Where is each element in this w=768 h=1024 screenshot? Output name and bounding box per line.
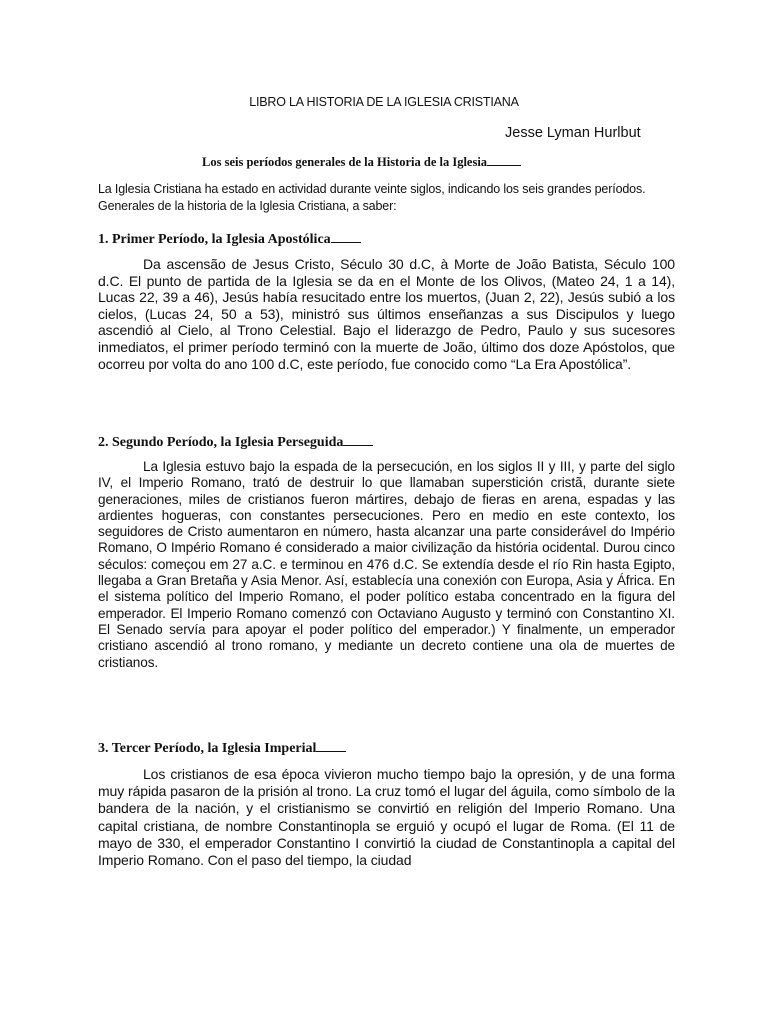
section-1-heading [98,229,361,248]
section-2-heading [98,432,373,451]
section-3-heading [98,738,346,757]
section-1-paragraph: Da ascensão de Jesus Cristo, Século 30 d.C, à Morte de João Batista, Século 100 d.C. El punto de partida de la Iglesia se da en el Monte de los Olivos, (Mateo 24, 1 a 14), Lucas 22, 39 a 46), Jesús había resucitado entre los muertos, (Juan 2, 22), Jesús subió a los cielos, (Lucas 24, 50 a 53), ministró sus últimos enseñanzas a sus Discipulos y luego ascendió al Cielo, al Trono Celestial. Bajo el liderazgo de Pedro, Paulo y sus sucesores inmediatos, el primer período terminó con la muerte de João, último dos doze Apóstolos, que ocorreu por volta do ano 100 d.C, este período, fue conocido como “La Era Apostólica”. [98,256,675,372]
subtitle-text: Los seis períodos generales de la Historia de la Iglesia [202,155,488,169]
section-3-heading-text: 3. Tercer Período, la Iglesia Imperial [98,741,317,756]
document-title: LIBRO LA HISTORIA DE LA IGLESIA CRISTIANA [249,95,519,109]
intro-paragraph: La Iglesia Cristiana ha estado en actividad durante veinte siglos, indicando los seis grandes períodos. Generales de la historia de la Iglesia Cristiana, a saber: [98,182,646,213]
section-3-paragraph: Los cristianos de esa época vivieron mucho tiempo bajo la opresión, y de una forma muy rápida pasaron de la prisión al trono. La cruz tomó el lugar del águila, como símbolo de la bandera de la nación, y el cristianismo se convirtió en religión del Imperio Romano. Una capital cristiana, de nombre Constantinopla se erguió y ocupó el lugar de Roma. (El 11 de mayo de 330, el emperador Constantino I convirtió la ciudad de Constantinopla a capital del Imperio Romano. Con el paso del tiempo, la ciudad [98,766,675,869]
document-subtitle [202,152,521,170]
section-2-heading-text: 2. Segundo Período, la Iglesia Perseguida [98,435,344,450]
section-1-body [98,256,675,372]
section-2-underline [343,432,373,446]
section-1-underline [331,229,361,243]
section-2-paragraph: La Iglesia estuvo bajo la espada de la persecución, en los siglos II y III, y parte del siglo IV, el Imperio Romano, trató de destruir lo que llamaban superstición cristã, durante siete generaciones, miles de cristianos fueron mártires, debajo de fieras en arena, espadas y las ardientes hogueras, con constantes persecuciones. Pero en medio en este contexto, los seguidores de Cristo aumentaron en número, hasta alcanzar una parte considerável do Império Romano, O Império Romano é considerado a maior civilização da história ocidental. Durou cinco séculos: começou em 27 a.C. e terminou en 476 d.C. Se extendía desde el río Rin hasta Egipto, llegaba a Gran Bretaña y Asia Menor. Así, establecía una conexión con Europa, Asia y África. En el sistema político del Imperio Romano, el poder político estaba concentrado en la figura del emperador. El Imperio Romano comenzó con Octaviano Augusto y terminó con Constantino XI. El Senado servía para apoyar el poder político del emperador.) Y finalmente, un emperador cristiano ascendió al trono romano, y mediante un decreto contiene una ola de muertes de cristianos. [98,459,675,670]
subtitle-underline [487,152,521,166]
section-2-body [98,459,675,671]
section-1-heading-text: 1. Primer Período, la Iglesia Apostólica [98,232,331,247]
author-name: Jesse Lyman Hurlbut [505,125,641,141]
section-3-underline [316,738,346,752]
section-3-body [98,766,675,869]
